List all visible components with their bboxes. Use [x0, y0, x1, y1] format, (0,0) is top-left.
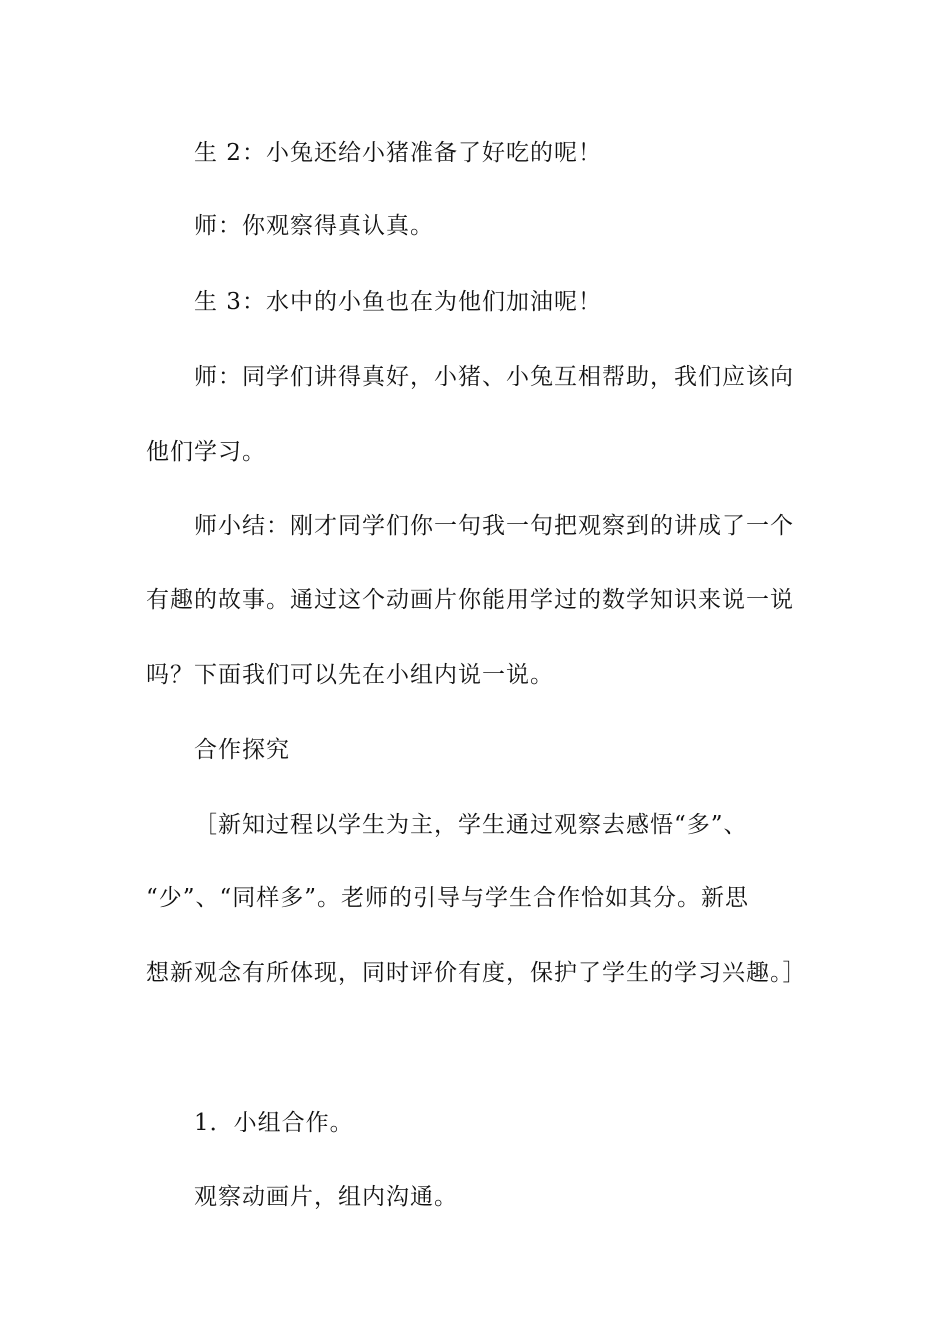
- paragraph-line: 吗？下面我们可以先在小组内说一说。: [146, 662, 554, 688]
- paragraph-line: “少”、“同样多”。老师的引导与学生合作恰如其分。新思: [146, 885, 750, 911]
- paragraph-line: 他们学习。: [146, 439, 266, 465]
- paragraph-line: 想新观念有所体现，同时评价有度，保护了学生的学习兴趣。］: [146, 960, 807, 986]
- paragraph-line: 师：同学们讲得真好，小猪、小兔互相帮助，我们应该向: [194, 364, 794, 390]
- paragraph-line: 生 3：水中的小鱼也在为他们加油呢！: [194, 289, 602, 315]
- numbered-item: 1．小组合作。: [194, 1110, 354, 1136]
- paragraph-line: ［新知过程以学生为主，学生通过观察去感悟“多”、: [194, 812, 748, 838]
- paragraph-line: 师小结：刚才同学们你一句我一句把观察到的讲成了一个: [194, 513, 794, 539]
- paragraph-line: 师：你观察得真认真。: [194, 213, 434, 239]
- paragraph-line: 有趣的故事。通过这个动画片你能用学过的数学知识来说一说: [146, 587, 794, 613]
- paragraph-line: 观察动画片，组内沟通。: [194, 1184, 458, 1210]
- section-heading: 合作探究: [194, 737, 290, 763]
- paragraph-line: 生 2：小兔还给小猪准备了好吃的呢！: [194, 140, 602, 166]
